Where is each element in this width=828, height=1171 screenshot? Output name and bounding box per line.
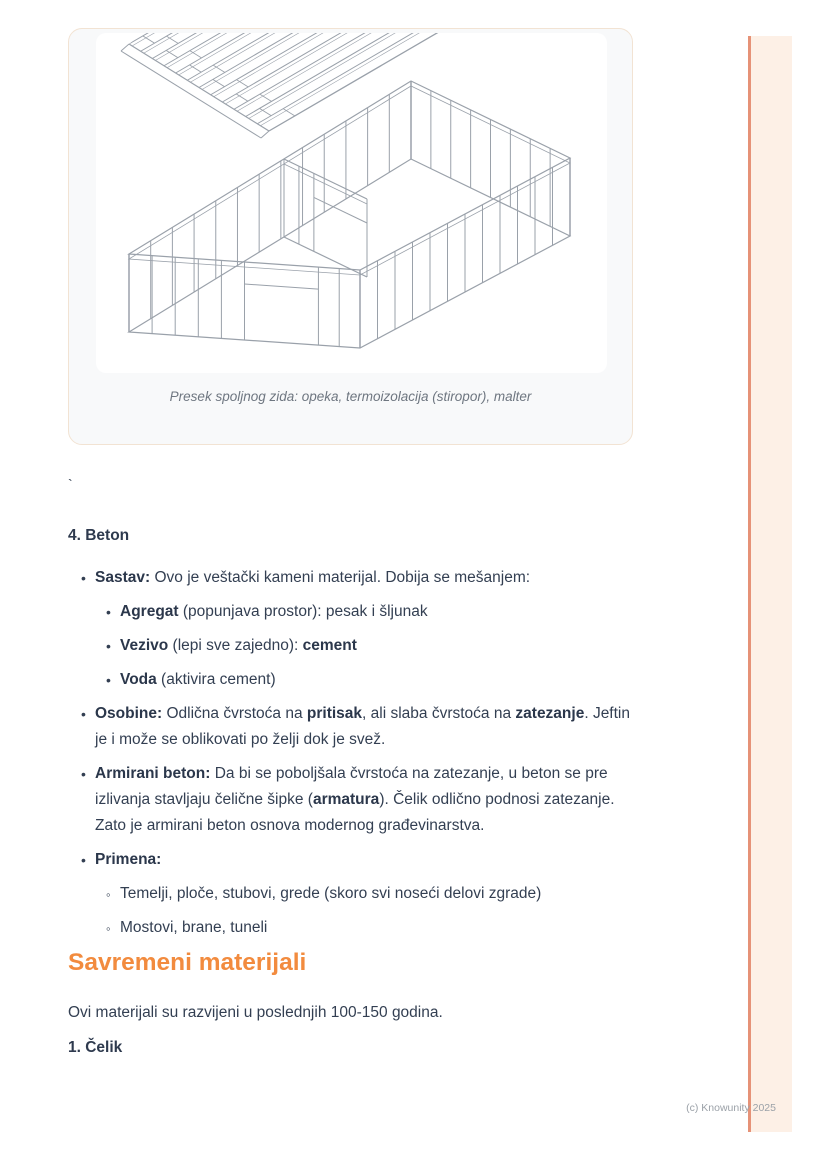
list-item-text: Primena: xyxy=(95,851,162,868)
bullet-marker: • xyxy=(81,570,86,586)
page-edge-strip xyxy=(748,36,792,1132)
list-item-text: Mostovi, brane, tuneli xyxy=(120,919,268,936)
list-item-text: Temelji, ploče, stubovi, grede (skoro svi noseći delovi zgrade) xyxy=(120,885,542,902)
list-item-text: Osobine: Odlična čvrstoća na pritisak, ali slaba čvrstoća na zatezanje. Jeftin je i može se oblikovati po želji dok je svež. xyxy=(95,705,630,748)
bullet-marker: • xyxy=(106,638,111,654)
heading-1-celik: 1. Čelik xyxy=(68,1039,123,1056)
figure-caption: Presek spoljnog zida: opeka, termoizolacija (stiropor), malter xyxy=(169,389,532,404)
list-item xyxy=(68,633,640,659)
bullet-marker: • xyxy=(81,852,86,868)
bullet-marker: • xyxy=(81,766,86,782)
list-item xyxy=(68,599,640,625)
house-framing-drawing-icon xyxy=(96,33,607,373)
joist-panel-group xyxy=(121,33,522,138)
list-item-text: Armirani beton: Da bi se poboljšala čvrstoća na zatezanje, u beton se pre izlivanja stavljaju čelične šipke (armatura). Čelik odlično podnosi zatezanje. Zato je armirani beton osnova modernog građevinarstva. xyxy=(95,765,615,834)
list-item xyxy=(68,761,640,839)
footer-copyright: (c) Knowunity 2025 xyxy=(686,1102,776,1114)
figure-image xyxy=(96,33,607,373)
list-item-text: Sastav: Ovo je veštački kameni materijal. Dobija se mešanjem: xyxy=(95,569,531,586)
list-item-text: Agregat (popunjava prostor): pesak i šljunak xyxy=(120,603,428,620)
wall-frame-group xyxy=(129,81,570,348)
bullet-marker: • xyxy=(106,672,111,688)
list-item xyxy=(68,847,640,873)
heading-4-beton: 4. Beton xyxy=(68,527,130,544)
list-item xyxy=(68,667,640,693)
hollow-bullet-marker: ◦ xyxy=(106,887,111,902)
list-item-text: Voda (aktivira cement) xyxy=(120,671,276,688)
bullet-marker: • xyxy=(81,706,86,722)
figure-card xyxy=(68,28,633,445)
list-item-text: Vezivo (lepi sve zajedno): cement xyxy=(120,637,357,654)
bullet-marker: • xyxy=(106,604,111,620)
list-item xyxy=(68,701,640,753)
beton-bullet-list xyxy=(68,561,640,949)
list-item xyxy=(68,915,640,941)
list-item xyxy=(68,881,640,907)
hollow-bullet-marker: ◦ xyxy=(106,921,111,936)
list-item xyxy=(68,565,640,591)
heading-savremeni-materijali: Savremeni materijali xyxy=(68,949,307,976)
stray-backtick-text: ` xyxy=(68,476,73,492)
paragraph-savremeni-intro: Ovi materijali su razvijeni u poslednjih 100-150 godina. xyxy=(68,1004,443,1021)
